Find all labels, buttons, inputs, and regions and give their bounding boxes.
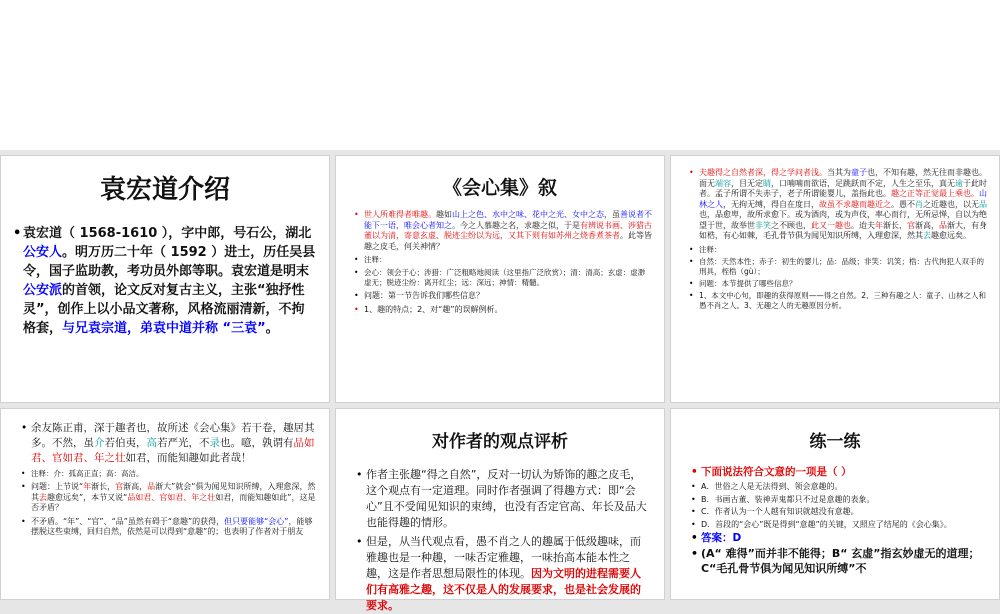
text-excerpt: • 余友陈正甫，深于趣者也，故所述《会心集》若干卷，趣居其多。不然，虽介若伯夷，高若严光，不录也。噫，孰谓有品如君、官如君、年之壮如君，而能知趣如此者哉！ (19, 421, 317, 466)
slide-thumbnail-2[interactable] (335, 155, 665, 403)
slide-thumbnail-6[interactable] (670, 408, 1000, 600)
slide-thumbnail-3[interactable] (670, 155, 1000, 403)
evaluation-paragraph-1: • 作者主张趣“得之自然”，反对一切认为矫饰的趣之皮毛，这个观点有一定道理。同时作者强调了得趣方式：即“会心”且不受闻见知识的束缚，也没有否定官高、年长及品大也能得趣的情形。 (354, 467, 650, 531)
quiz-explanation: • (A“ 难得”而并非不能得；B“ 玄虚”指玄妙虚无的道理；C“毛孔骨节俱为闻见知识所缚”不 (689, 546, 987, 576)
slide-thumbnail-4[interactable] (0, 408, 330, 600)
question-text: • 问题：上节说“年渐长，官渐高，品渐大”就会“俱为闻见知识所缚，入理愈深，然其去趣愈远矣”，本节又说“品如君、官如君、年之壮如君，而能知趣如此”，这是否矛盾？ (19, 482, 317, 514)
quiz-answer: • 答案：D (689, 531, 987, 546)
slide-title: 《会心集》叙 (442, 177, 557, 199)
quiz-option: • D．首段的“会心”既是得到“意趣”的关键，又照应了结尾的《会心集》。 (689, 520, 987, 531)
notes-label: • 注释： (352, 255, 652, 265)
quiz-option: • B．书画古董、装神弄鬼都只不过是意趣的表象。 (689, 495, 987, 506)
text-excerpt: • 世人所难得者唯趣。趣如山上之色、水中之味、花中之光、女中之态，虽善说者不能下一语，唯会心者知之。今之人慕趣之名，求趣之似，于是有辨说书画、涉猎古董以为清，寄意玄虚、脱迹尘纷以为远，又其下则有如苏州之烧香煮茶者。此等皆趣之皮毛，何关神情？ (352, 210, 652, 252)
quiz-question: • 下面说法符合文意的一项是（ ） (689, 465, 987, 480)
evaluation-paragraph-2: • 但是，从当代观点看，愚不肖之人的趣属于低级趣味，而雅趣也是一种趣，一味否定雅趣，一味抬高本能本性之趣，这是作者思想局限性的体现。因为文明的进程需要人们有高雅之趣，这不仅是人的发展要求，也是社会发展的要求。 (354, 534, 650, 614)
text-excerpt: • 夫趣得之自然者深，得之学问者浅。当其为童子也，不知有趣，然无往而非趣也。面无端容，目无定睛，口喃喃而欲语，足跳跃而不定，人生之至乐，真无逾于此时者。孟子所谓不失赤子，老子所谓能婴儿，盖指此也。趣之正等正觉最上乘也。山林之人，无拘无缚，得自在度日，故虽不求趣而趣近之。愚不肖之近趣也，以无品也，品愈卑，故所求愈下。或为酒肉，或为声伎，率心而行，无所忌惮，自以为绝望于世，故举世非笑之不顾也，此又一趣也。迨夫年渐长，官渐高，品渐大，有身如梏，有心如棘，毛孔骨节俱为闻见知识所缚，入理愈深，然其去趣愈远矣。 (687, 168, 987, 242)
notes-text: • 注释：介：孤高正直；高：高洁。 (19, 469, 317, 479)
quiz-option: • A．世俗之人是无法得到、领会意趣的。 (689, 482, 987, 493)
question-text: • 问题：第一节告诉我们哪些信息？ (352, 291, 652, 302)
question-text: • 问题：本节提供了哪些信息？ (687, 279, 987, 289)
slide-thumbnail-1[interactable] (0, 155, 330, 403)
slide-title: 袁宏道介绍 (99, 175, 230, 205)
notes-label: • 注释： (687, 245, 987, 255)
notes-text: • 会心：领会于心；涉猎：广泛粗略地阅读（这里指广泛欣赏）；清：清高；玄虚：虚渺虚无；脱迹尘纷：离开红尘；远：深远；神情：精髓。 (352, 268, 652, 288)
slide-title: 对作者的观点评析 (432, 432, 568, 452)
slide-title: 练一练 (809, 432, 861, 452)
slide-thumbnail-5[interactable] (335, 408, 665, 612)
blank-top-band (0, 0, 1000, 150)
answer-text: • 不矛盾。“年”、“官”、“品”虽然有碍于“意趣”的获得，但只要能够“会心”，能够摆脱这些束缚，回归自然，依然是可以得到“意趣”的；也表明了作者对于朋友 (19, 517, 317, 538)
answer-text: • 1、本文中心句，即趣的获得原则——得之自然。2、三种有趣之人：童子、山林之人和愚不肖之人。3、无趣之人的无趣原因分析。 (687, 291, 987, 311)
quiz-option: • C．作者认为一个人越有知识就越没有意趣。 (689, 507, 987, 518)
notes-text: • 自然：天然本性；赤子：初生的婴儿；品：品级；非笑：讥笑；梏：古代拘犯人双手的刑具，桎梏（gù）； (687, 257, 987, 277)
bio-paragraph: • 袁宏道（ 1568-1610 ），字中郎，号石公，湖北公安人。明万历二十年（ 1592 ）进士，历任吴县令，国子监助教，考功员外郎等职。袁宏道是明末公安派的首领，论文反对复古主义，主张“独抒性灵”，创作上以小品文著称，风格流丽清新，不拘格套，与兄袁宗道，弟袁中道并称 “三袁”。 (11, 224, 317, 338)
answer-text: • 1、趣的特点；2、对“趣”的误解例析。 (352, 305, 652, 316)
